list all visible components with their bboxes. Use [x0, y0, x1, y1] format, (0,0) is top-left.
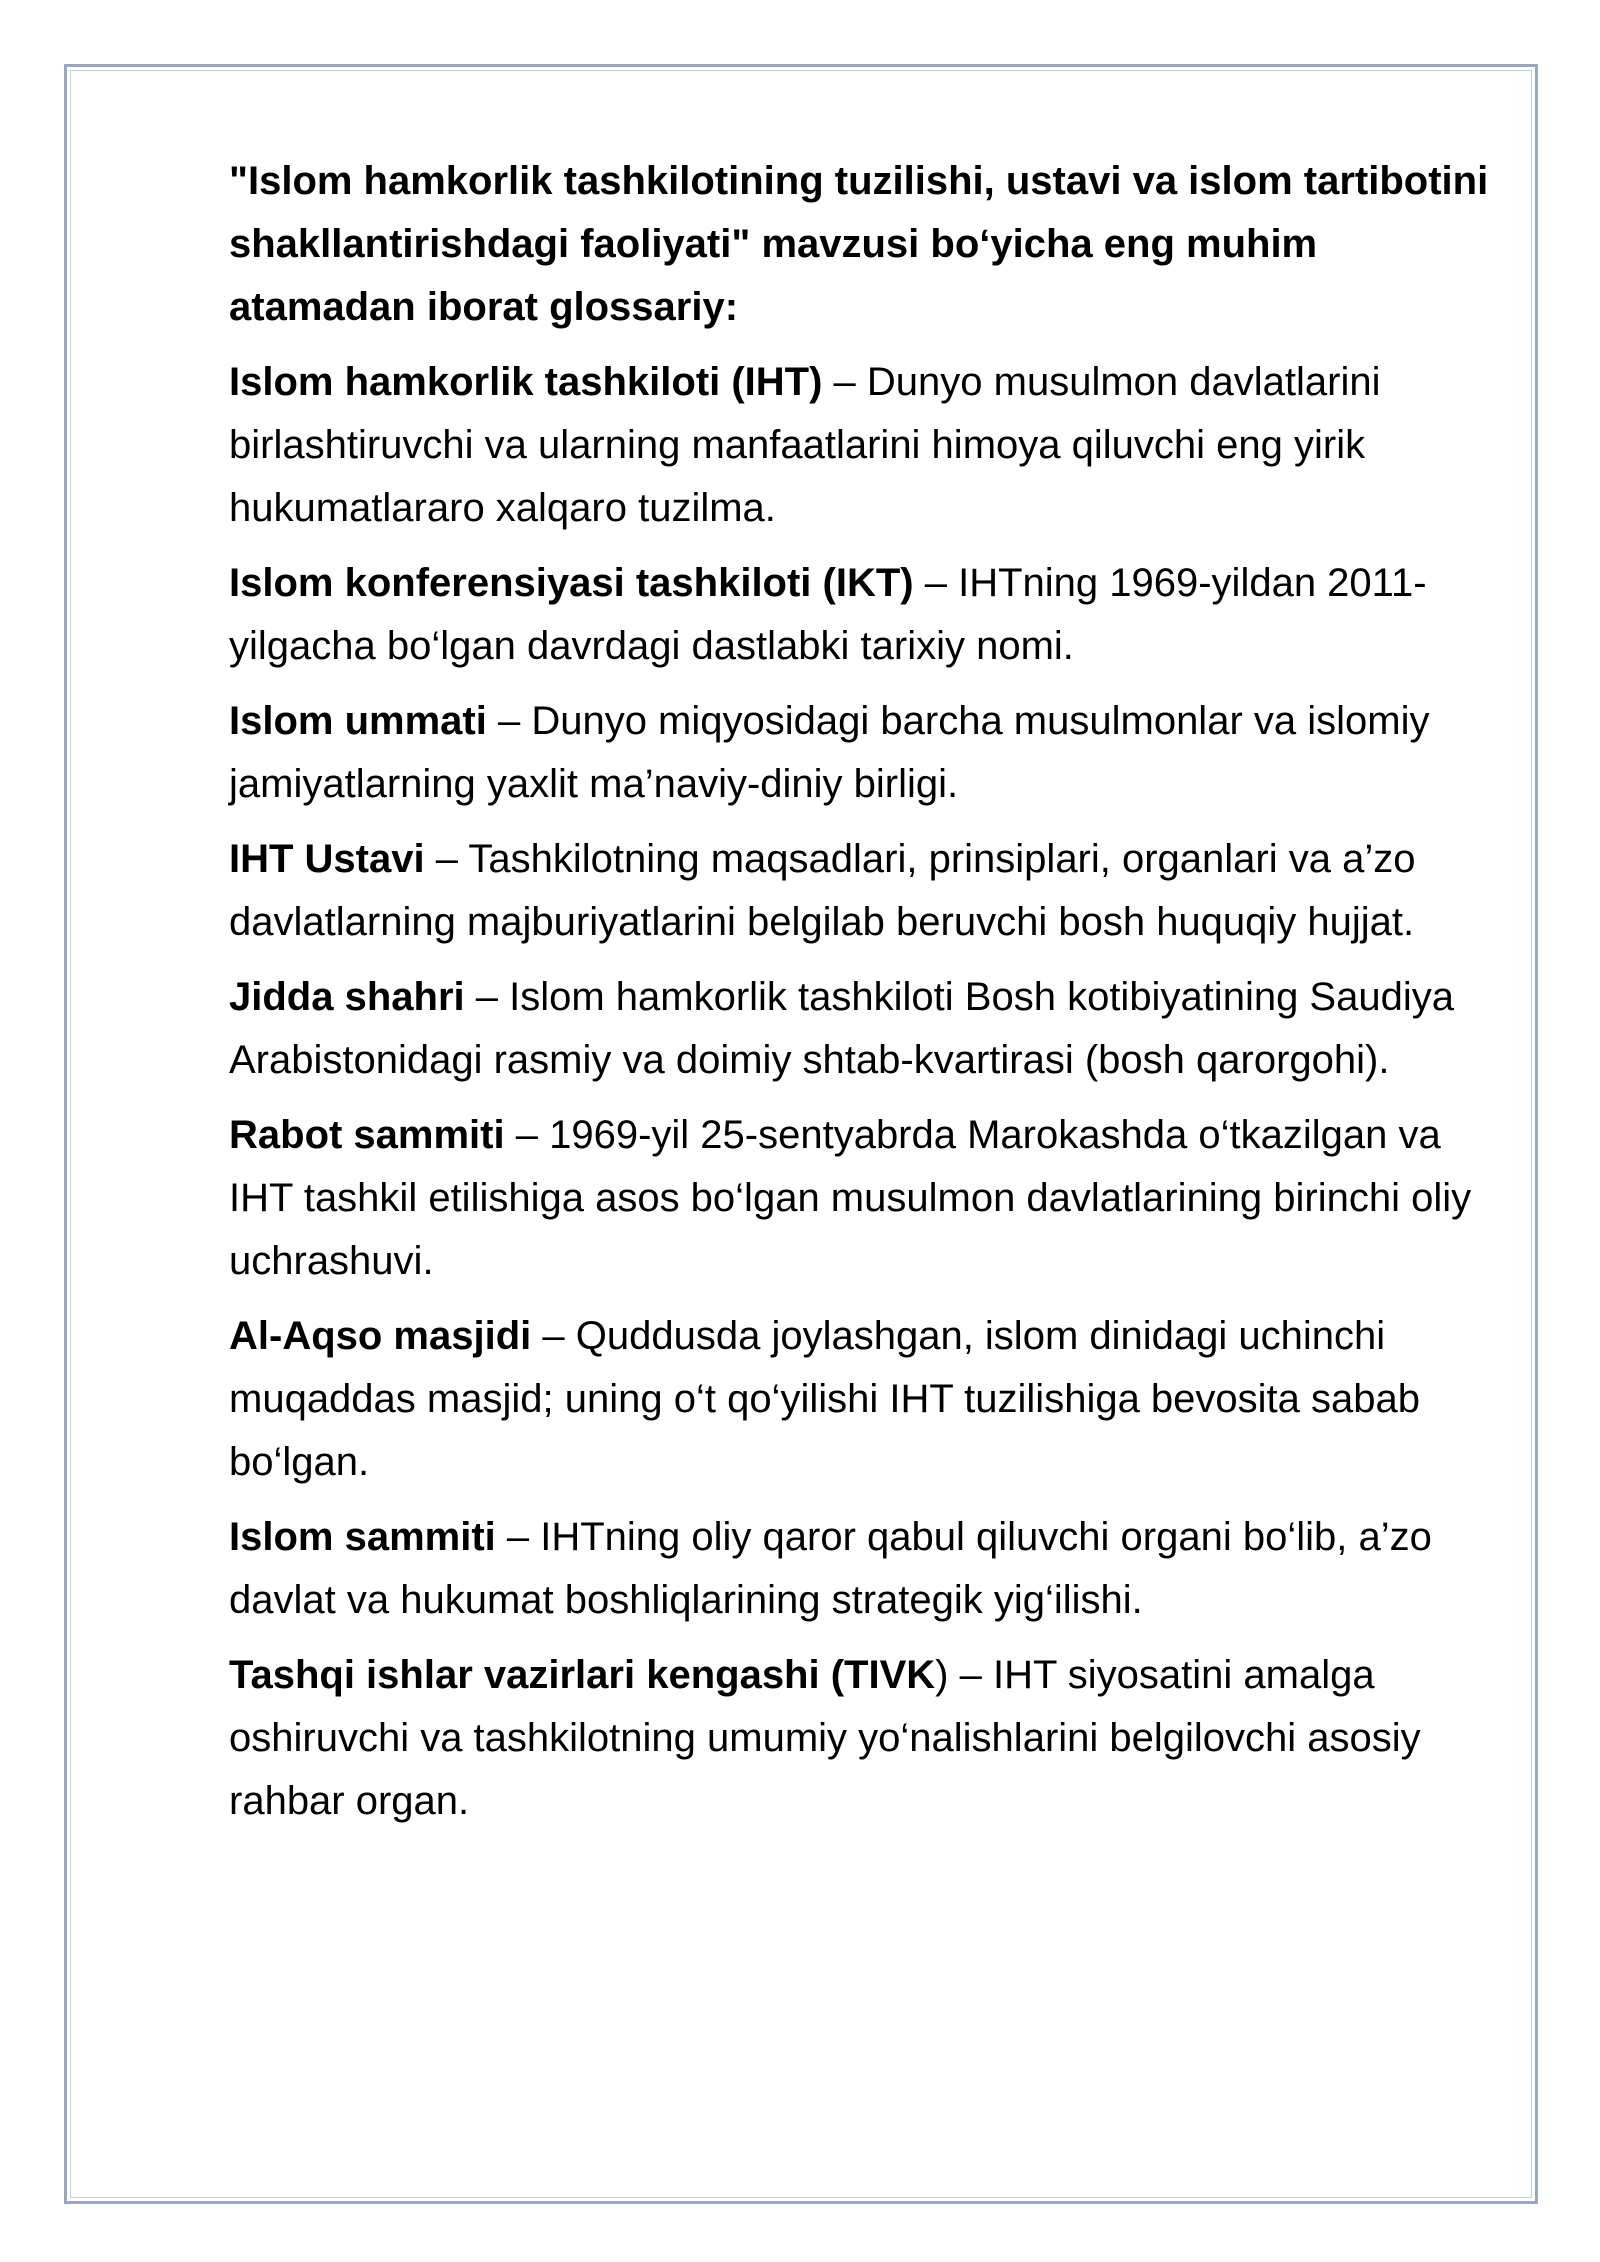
glossary-definition: ) – IHT siyosatini amalga oshiruvchi va tashkilotning umumiy yo‘nalishlarini belgilovchi asosiy rahbar organ.	[229, 1653, 1421, 1823]
glossary-definition: – Quddusda joylashgan, islom dinidagi uchinchi muqaddas masjid; uning o‘t qo‘yilishi IHT tuzilishiga bevosita sabab bo‘lgan.	[229, 1314, 1421, 1484]
glossary-entry	[229, 828, 1489, 954]
glossary-term: Al-Aqso masjidi	[229, 1314, 532, 1358]
glossary-entry	[229, 1506, 1489, 1632]
glossary-term: Islom hamkorlik tashkiloti (IHT)	[229, 360, 823, 404]
document-title: "Islom hamkorlik tashkilotining tuzilishi, ustavi va islom tartibotini shakllantirishdagi faoliyati" mavzusi bo‘yicha eng muhim atamadan iborat glossariy:	[229, 159, 1489, 329]
glossary-entry	[229, 552, 1489, 678]
glossary-term: Jidda shahri	[229, 975, 465, 1019]
glossary-term: IHT Ustavi	[229, 837, 425, 881]
glossary-entry	[229, 966, 1489, 1092]
glossary-definition: – 1969-yil 25-sentyabrda Marokashda o‘tkazilgan va IHT tashkil etilishiga asos bo‘lgan musulmon davlatlarining birinchi oliy uchrashuvi.	[229, 1113, 1472, 1283]
glossary-entry	[229, 1305, 1489, 1494]
glossary-definition: – IHTning 1969-yildan 2011-yilgacha bo‘lgan davrdagi dastlabki tarixiy nomi.	[229, 561, 1427, 668]
glossary-term: Islom konferensiyasi tashkiloti (IKT)	[229, 561, 914, 605]
glossary-definition: – Dunyo miqyosidagi barcha musulmonlar va islomiy jamiyatlarning yaxlit ma’naviy-diniy birligi.	[229, 699, 1430, 806]
glossary-entry	[229, 351, 1489, 540]
glossary-entry	[229, 690, 1489, 816]
glossary-term: Islom sammiti	[229, 1515, 496, 1559]
document-body	[229, 150, 1489, 1845]
glossary-definition: – Islom hamkorlik tashkiloti Bosh kotibiyatining Saudiya Arabistonidagi rasmiy va doimiy shtab-kvartirasi (bosh qarorgohi).	[229, 975, 1454, 1082]
glossary-entry	[229, 1104, 1489, 1293]
glossary-term: Islom ummati	[229, 699, 487, 743]
glossary-entry	[229, 1644, 1489, 1833]
glossary-definition: – Dunyo musulmon davlatlarini birlashtiruvchi va ularning manfaatlarini himoya qiluvchi eng yirik hukumatlararo xalqaro tuzilma.	[229, 360, 1381, 530]
glossary-definition: – IHTning oliy qaror qabul qiluvchi organi bo‘lib, a’zo davlat va hukumat boshliqlarining strategik yig‘ilishi.	[229, 1515, 1432, 1622]
glossary-definition: – Tashkilotning maqsadlari, prinsiplari, organlari va a’zo davlatlarning majburiyatlarini belgilab beruvchi bosh huquqiy hujjat.	[229, 837, 1416, 944]
glossary-term: Tashqi ishlar vazirlari kengashi (TIVK	[229, 1653, 936, 1697]
glossary-term: Rabot sammiti	[229, 1113, 505, 1157]
